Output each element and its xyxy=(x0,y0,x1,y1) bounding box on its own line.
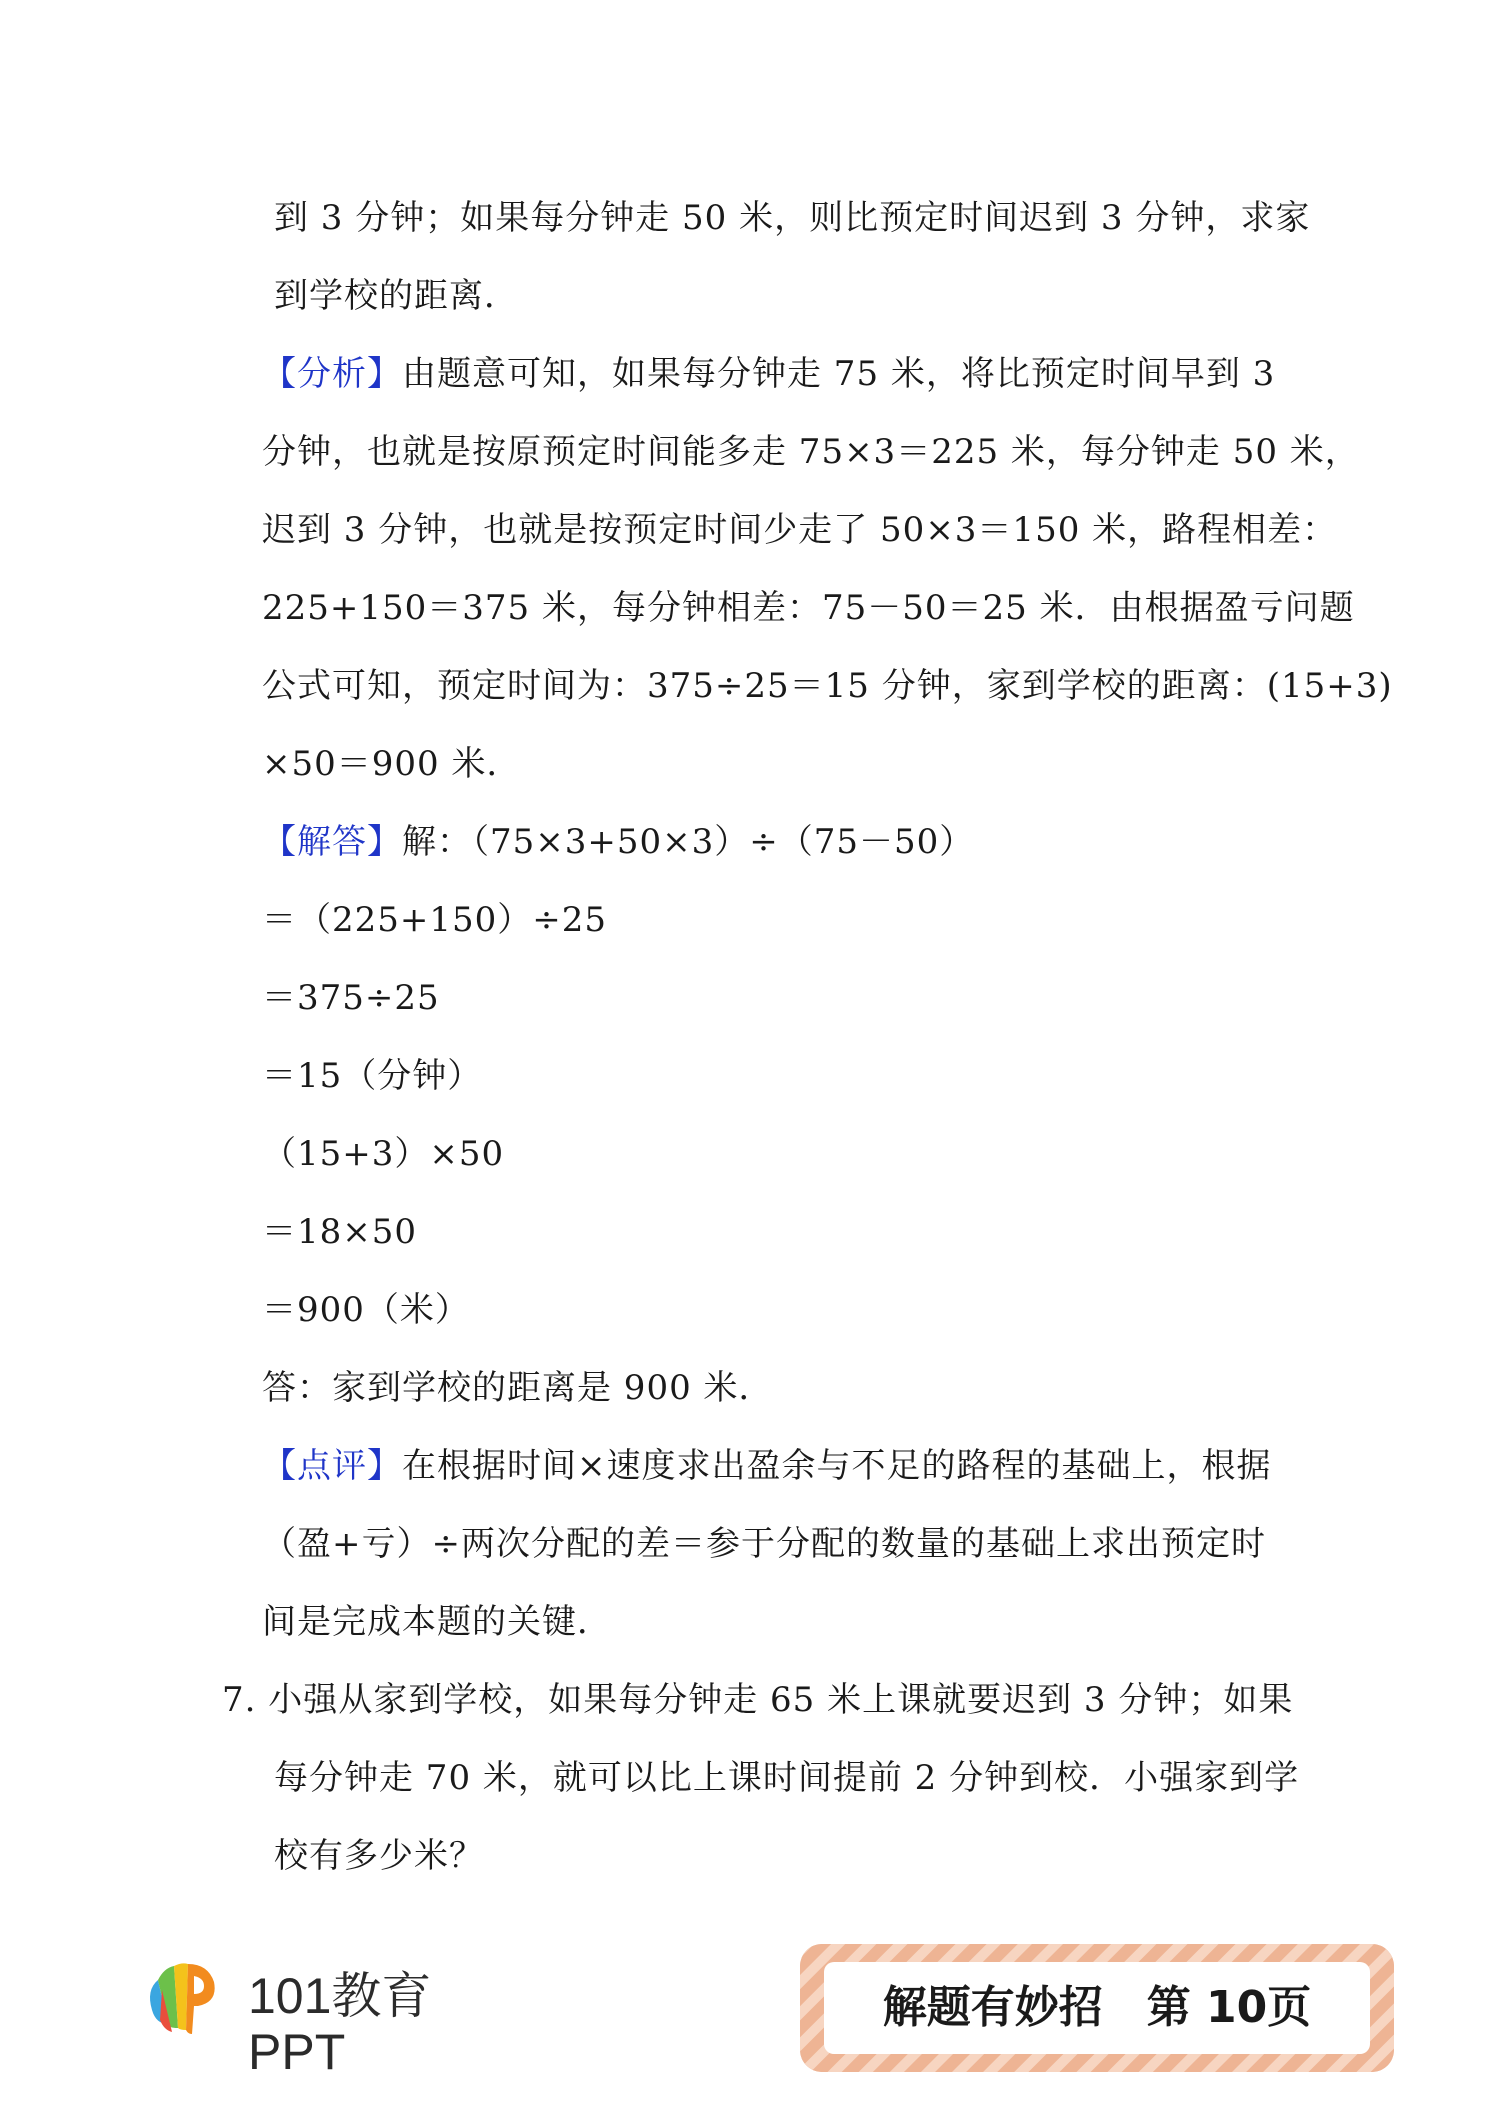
answer-line-6: ＝18×50 xyxy=(262,1212,418,1252)
analysis-line-1 xyxy=(262,352,1275,396)
comment-line-1 xyxy=(262,1444,1272,1488)
badge-label xyxy=(824,1982,1370,2034)
answer-line-5: （15+3）×50 xyxy=(262,1134,505,1174)
brand-logo-icon xyxy=(138,1950,228,2040)
comment-line-2: （盈+亏）÷两次分配的差＝参于分配的数量的基础上求出预定时 xyxy=(262,1524,1266,1564)
page-number: 第 10页 xyxy=(1146,1982,1312,2033)
brand-logo xyxy=(138,1950,498,2080)
question-7-line-1: 7. 小强从家到学校，如果每分钟走 65 米上课就要迟到 3 分钟；如果 xyxy=(222,1680,1294,1720)
comment-text: 在根据时间×速度求出盈余与不足的路程的基础上，根据 xyxy=(402,1446,1272,1486)
comment-tag: 【点评】 xyxy=(262,1446,402,1486)
answer-statement: 答：家到学校的距离是 900 米． xyxy=(262,1368,774,1408)
answer-line-1 xyxy=(262,820,974,864)
analysis-tag: 【分析】 xyxy=(262,354,402,394)
analysis-line-3: 迟到 3 分钟，也就是按预定时间少走了 50×3＝150 米，路程相差： xyxy=(262,510,1338,550)
analysis-line-4: 225+150＝375 米，每分钟相差：75－50＝25 米．由根据盈亏问题 xyxy=(262,588,1355,628)
answer-text: 解：（75×3+50×3）÷（75－50） xyxy=(402,822,975,862)
analysis-line-2: 分钟，也就是按原预定时间能多走 75×3＝225 米，每分钟走 50 米， xyxy=(262,432,1360,472)
answer-line-2: ＝（225+150）÷25 xyxy=(262,900,608,940)
question-7-line-2: 每分钟走 70 米，就可以比上课时间提前 2 分钟到校．小强家到学 xyxy=(274,1758,1300,1798)
answer-line-7: ＝900（米） xyxy=(262,1290,470,1330)
answer-line-4: ＝15（分钟） xyxy=(262,1056,483,1096)
analysis-line-5: 公式可知，预定时间为：375÷25＝15 分钟，家到学校的距离：(15+3) xyxy=(262,666,1393,706)
answer-tag: 【解答】 xyxy=(262,822,402,862)
brand-logo-text: 101教育PPT xyxy=(248,1968,432,2080)
problem-text-line-1: 到 3 分钟；如果每分钟走 50 米，则比预定时间迟到 3 分钟，求家 xyxy=(274,198,1311,238)
answer-line-3: ＝375÷25 xyxy=(262,978,440,1018)
comment-line-3: 间是完成本题的关键． xyxy=(262,1602,612,1642)
analysis-line-6: ×50＝900 米． xyxy=(262,744,522,784)
page-badge xyxy=(800,1944,1394,2072)
analysis-text: 由题意可知，如果每分钟走 75 米，将比预定时间早到 3 xyxy=(402,354,1276,394)
badge-title: 解题有妙招 xyxy=(882,1982,1103,2033)
question-7-line-3: 校有多少米？ xyxy=(274,1836,484,1876)
badge-panel xyxy=(824,1962,1370,2054)
problem-text-line-2: 到学校的距离． xyxy=(274,276,519,316)
